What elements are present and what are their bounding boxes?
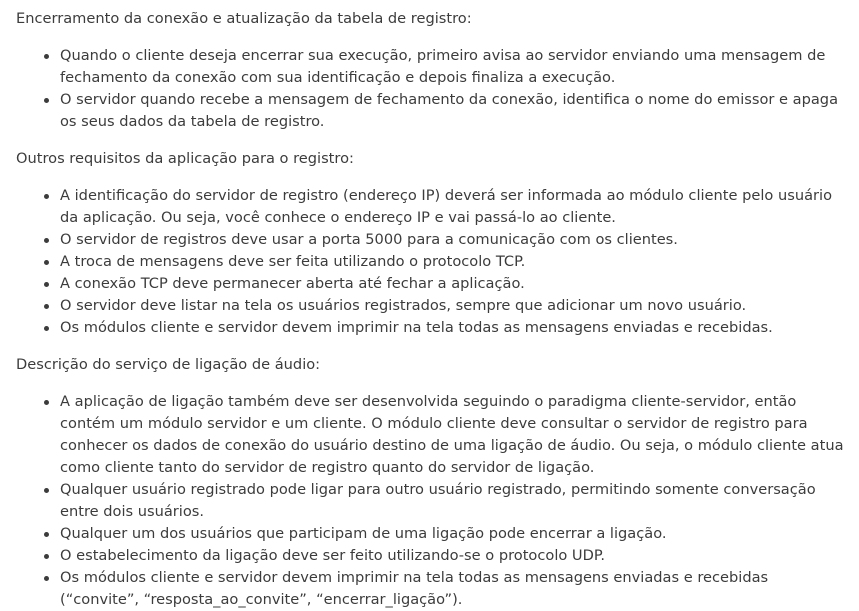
list-item-text: A identificação do servidor de registro (endereço IP) deverá ser informada ao módulo cliente pelo usuário da aplicação. Ou seja, você conhece o endereço IP e vai passá-lo ao cliente. — [60, 187, 833, 226]
list-item — [16, 251, 852, 273]
list-item — [16, 545, 852, 567]
bullet-icon — [44, 554, 49, 559]
bullet-icon — [44, 282, 49, 287]
list-item — [16, 89, 852, 133]
list-item-text: O servidor quando recebe a mensagem de fechamento da conexão, identifica o nome do emissor e apaga os seus dados da tabela de registro. — [60, 91, 839, 130]
section-heading-connection-closing: Encerramento da conexão e atualização da tabela de registro: — [16, 10, 472, 27]
bullet-icon — [44, 304, 49, 309]
list-item — [16, 273, 852, 295]
list-item-text: A troca de mensagens deve ser feita utilizando o protocolo TCP. — [60, 253, 526, 270]
bullet-icon — [44, 98, 49, 103]
bullet-icon — [44, 194, 49, 199]
bullet-icon — [44, 488, 49, 493]
list-item — [16, 391, 852, 479]
bullet-icon — [44, 576, 49, 581]
bullet-list-connection-closing — [16, 45, 852, 133]
list-item-text: Qualquer um dos usuários que participam de uma ligação pode encerrar a ligação. — [60, 525, 667, 542]
bullet-list-audio-call-service — [16, 391, 852, 611]
bullet-icon — [44, 238, 49, 243]
list-item — [16, 567, 852, 611]
section-heading-audio-call-service: Descrição do serviço de ligação de áudio: — [16, 356, 321, 373]
list-item — [16, 295, 852, 317]
list-item — [16, 45, 852, 89]
bullet-icon — [44, 400, 49, 405]
list-item-text: A conexão TCP deve permanecer aberta até fechar a aplicação. — [60, 275, 525, 292]
bullet-icon — [44, 54, 49, 59]
bullet-icon — [44, 532, 49, 537]
bullet-list-other-requirements — [16, 185, 852, 339]
section-heading-other-requirements: Outros requisitos da aplicação para o registro: — [16, 150, 354, 167]
bullet-icon — [44, 326, 49, 331]
list-item-text: Qualquer usuário registrado pode ligar para outro usuário registrado, permitindo somente conversação entre dois usuários. — [60, 481, 816, 520]
list-item-text: A aplicação de ligação também deve ser desenvolvida seguindo o paradigma cliente-servidor, então contém um módulo servidor e um cliente. O módulo cliente deve consultar o servidor de registro para conhecer os dados de conexão do usuário destino de uma ligação de áudio. Ou seja, o módulo cliente atua como cliente tanto do servidor de registro quanto do servidor de ligação. — [60, 393, 844, 476]
bullet-icon — [44, 260, 49, 265]
document-body — [16, 8, 852, 611]
list-item — [16, 523, 852, 545]
list-item-text: Os módulos cliente e servidor devem imprimir na tela todas as mensagens enviadas e recebidas. — [60, 319, 773, 336]
list-item — [16, 185, 852, 229]
list-item-text: O servidor de registros deve usar a porta 5000 para a comunicação com os clientes. — [60, 231, 678, 248]
list-item-text: O estabelecimento da ligação deve ser feito utilizando-se o protocolo UDP. — [60, 547, 606, 564]
list-item — [16, 317, 852, 339]
list-item — [16, 479, 852, 523]
list-item-text: O servidor deve listar na tela os usuários registrados, sempre que adicionar um novo usuário. — [60, 297, 747, 314]
list-item-text: Os módulos cliente e servidor devem imprimir na tela todas as mensagens enviadas e recebidas (“convite”, “resposta_ao_convite”, “encerrar_ligação”). — [60, 569, 769, 608]
list-item-text: Quando o cliente deseja encerrar sua execução, primeiro avisa ao servidor enviando uma mensagem de fechamento da conexão com sua identificação e depois finaliza a execução. — [60, 47, 826, 86]
list-item — [16, 229, 852, 251]
